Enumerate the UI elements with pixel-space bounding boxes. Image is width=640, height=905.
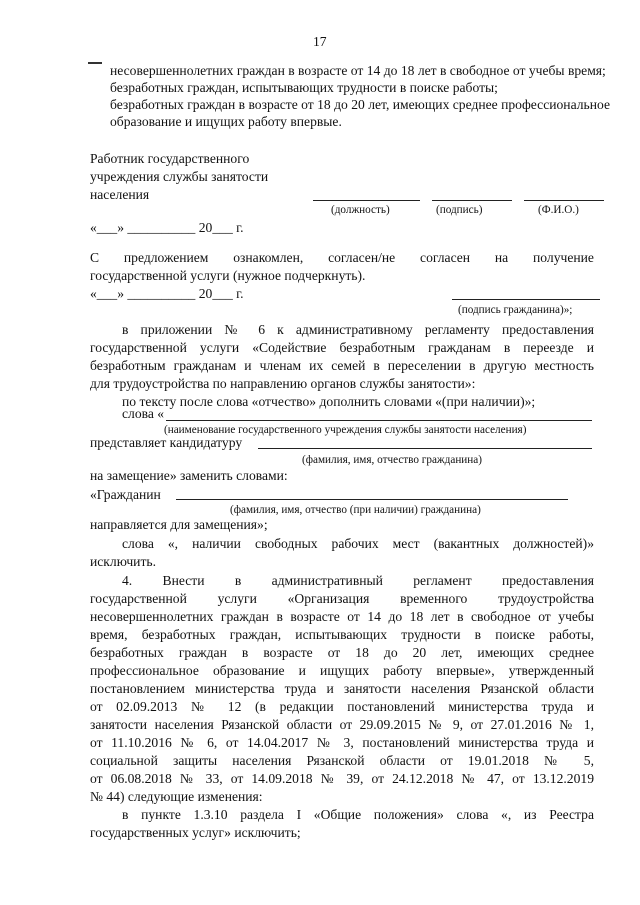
item4-line: социальной защиты населения Рязанской области от 19.01.2018 № 5, xyxy=(90,753,594,768)
top-line: безработных граждан, испытывающих трудности в поиске работы; xyxy=(110,80,498,95)
consent-line-1 xyxy=(90,250,594,266)
consent-date-line: «___» __________ 20___ г. xyxy=(90,286,244,301)
worker-line: учреждения службы занятости xyxy=(90,169,269,184)
appendix-line: безработным гражданам и членам их семей в переселении в другую местность xyxy=(90,358,594,373)
citizen-fill-line xyxy=(176,499,568,500)
appendix-line: в приложении № 6 к административному регламенту предоставления xyxy=(122,322,594,337)
candidate-fill-line xyxy=(258,448,592,449)
words-label: слова « xyxy=(122,406,165,421)
consent-word: согласен xyxy=(420,250,471,265)
words-line: слова «, наличии свободных рабочих мест (вакантных должностей)» xyxy=(122,536,594,551)
worker-line: населения xyxy=(90,187,150,202)
citizen-caption: (фамилия, имя, отчество (при наличии) гражданина) xyxy=(230,504,481,516)
appendix-line: государственной услуги «Содействие безработным гражданам в переезде и xyxy=(90,340,594,355)
citizen-signature-line xyxy=(452,299,600,300)
consent-word: получение xyxy=(533,250,594,265)
point-line: в пункте 1.3.10 раздела I «Общие положения» слова «, из Реестра xyxy=(122,807,594,822)
replace-text: на замещение» заменить словами: xyxy=(90,468,288,483)
position-caption: (должность) xyxy=(331,204,390,216)
item4-line: безработных граждан в возрасте от 18 до 20 лет, имеющих среднее xyxy=(90,645,594,660)
citizen-label: «Гражданин xyxy=(90,487,161,502)
consent-word: согласен/не xyxy=(328,250,396,265)
worker-date-line: «___» __________ 20___ г. xyxy=(90,220,244,235)
consent-word: на xyxy=(494,250,509,265)
directed-text: направляется для замещения»; xyxy=(90,517,268,532)
consent-word: ознакомлен, xyxy=(233,250,304,265)
top-line: образование и ищущих работу впервые. xyxy=(110,114,342,129)
fio-signature-line xyxy=(524,200,604,201)
item4-line: профессиональное образование и ищущих работу впервые», утвержденный xyxy=(90,663,594,678)
candidate-caption: (фамилия, имя, отчество гражданина) xyxy=(302,454,482,466)
item4-line: 4. Внести в административный регламент предоставления xyxy=(122,573,594,588)
item4-line: время, безработных граждан, испытывающих трудности в поиске работы, xyxy=(90,627,594,642)
citizen-signature-caption: (подпись гражданина)»; xyxy=(458,304,573,316)
item4-line: от 06.08.2018 № 33, от 14.09.2018 № 39, от 24.12.2018 № 47, от 13.12.2019 xyxy=(90,771,594,786)
item4-line: государственной услуги «Организация временного трудоустройства xyxy=(90,591,594,606)
signature-caption: (подпись) xyxy=(436,204,483,216)
position-signature-line xyxy=(313,200,420,201)
institution-caption: (наименование государственного учреждения службы занятости населения) xyxy=(164,424,527,436)
signature-line xyxy=(432,200,512,201)
margin-mark xyxy=(88,62,102,64)
item4-last-line: № 44) следующие изменения: xyxy=(90,789,263,804)
worker-line: Работник государственного xyxy=(90,151,250,166)
item4-line: постановлением министерства труда и занятости населения Рязанской области xyxy=(90,681,594,696)
top-line: несовершеннолетних граждан в возрасте от 14 до 18 лет в свободное от учебы время; xyxy=(110,63,606,78)
after-text: по тексту после слова «отчество» дополнить словами «(при наличии)»; xyxy=(122,394,536,409)
consent-word: С xyxy=(90,250,100,265)
candidate-text: представляет кандидатуру xyxy=(90,435,243,450)
institution-fill-line xyxy=(166,420,592,421)
consent-line-2: государственной услуги (нужное подчеркнуть). xyxy=(90,268,366,283)
consent-word: предложением xyxy=(123,250,209,265)
appendix-line: для трудоустройства по направлению органов службы занятости»: xyxy=(90,376,476,391)
item4-line: от 11.10.2016 № 6, от 14.04.2017 № 3, постановлений министерства труда и xyxy=(90,735,594,750)
item4-line: занятости населения Рязанской области от 29.09.2015 № 9, от 27.01.2016 № 1, xyxy=(90,717,594,732)
exclude-text: исключить. xyxy=(90,554,156,569)
top-line: безработных граждан в возрасте от 18 до 20 лет, имеющих среднее профессиональное xyxy=(110,97,610,112)
fio-caption: (Ф.И.О.) xyxy=(538,204,579,216)
point-line: государственных услуг» исключить; xyxy=(90,825,301,840)
page-number: 17 xyxy=(313,34,327,49)
item4-line: от 02.09.2013 № 12 (в редакции постановлений министерства труда и xyxy=(90,699,594,714)
item4-line: несовершеннолетних граждан в возрасте от 14 до 18 лет в свободное от учебы xyxy=(90,609,594,624)
